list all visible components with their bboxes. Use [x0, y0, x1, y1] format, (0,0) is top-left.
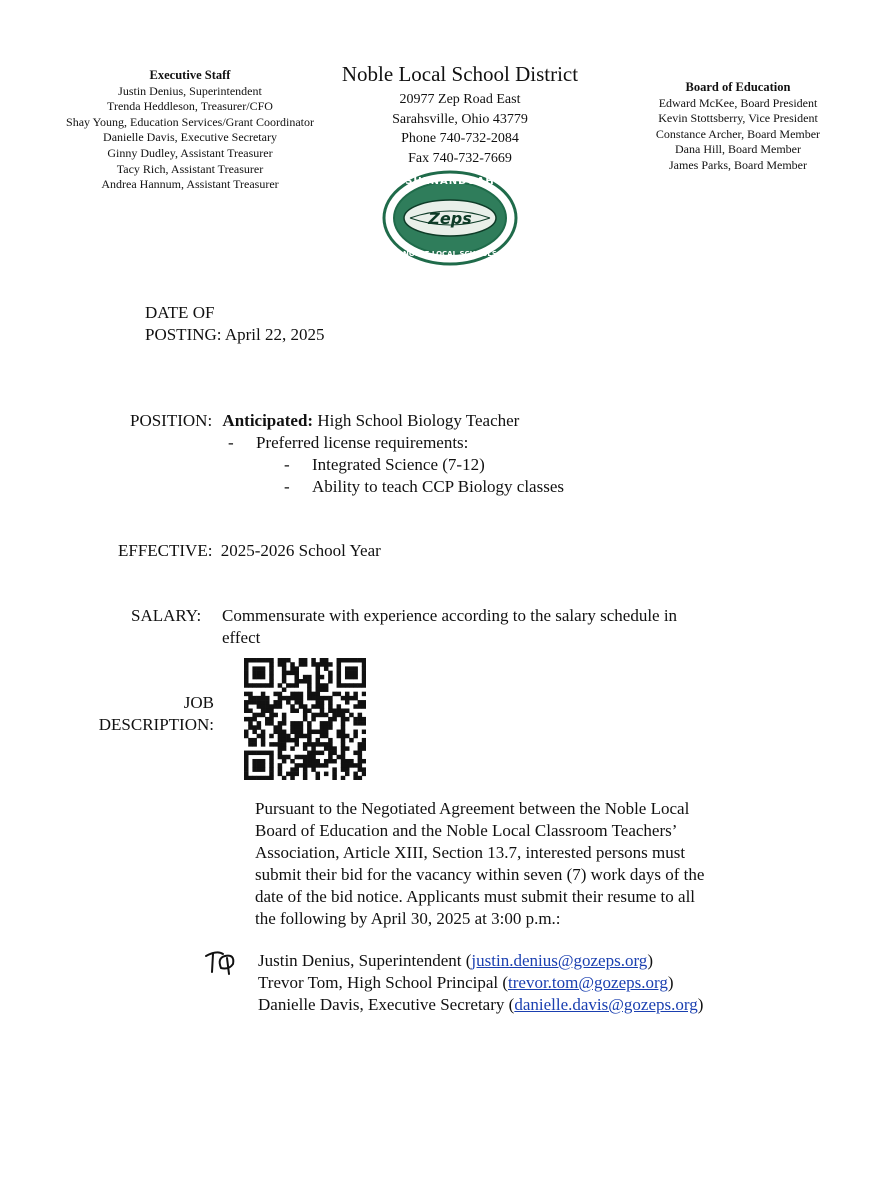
executive-staff-heading: Executive Staff — [149, 68, 231, 82]
contact-row — [258, 950, 858, 972]
logo-bottom-text: NOBLE LOCAL SCHOOLS — [403, 250, 497, 258]
agreement-paragraph — [255, 798, 815, 930]
requirements-heading: Preferred license requirements: — [256, 433, 469, 452]
contact-name: Danielle Davis, Executive Secretary ( — [258, 995, 515, 1014]
district-city: Sarahsville, Ohio 43779 — [392, 111, 528, 127]
handwritten-initials — [203, 948, 243, 976]
contact-email-link[interactable]: justin.denius@gozeps.org — [471, 951, 648, 970]
contact-close: ) — [697, 995, 704, 1014]
staff-member: Danielle Davis, Executive Secretary — [103, 130, 277, 145]
district-header — [310, 62, 610, 168]
posting-label: POSTING: — [145, 325, 222, 344]
agreement-line: Board of Education and the Noble Local Classroom Teachers’ — [255, 821, 678, 840]
bullet-dash: - — [228, 433, 234, 452]
agreement-line: date of the bid notice. Applicants must submit their resume to all — [255, 887, 696, 906]
requirements-heading-row — [228, 432, 468, 454]
salary-label: SALARY: — [131, 606, 202, 625]
job-description-qr-code[interactable] — [244, 658, 366, 780]
board-member: Constance Archer, Board Member — [655, 126, 821, 141]
posting-row — [145, 324, 324, 346]
salary-line: effect — [222, 628, 261, 647]
job-description-label — [60, 692, 214, 736]
staff-member: Tacy Rich, Assistant Treasurer — [116, 161, 264, 176]
district-phone: Phone 740-732-2084 — [401, 131, 519, 146]
posting-date: April 22, 2025 — [224, 325, 325, 344]
agreement-line: the following by April 30, 2025 at 3:00 p.m.: — [255, 909, 561, 928]
board-heading: Board of Education — [685, 80, 791, 94]
staff-member: Andrea Hannum, Assistant Treasurer — [101, 177, 279, 192]
contact-email-link[interactable]: trevor.tom@gozeps.org — [508, 973, 668, 992]
position-qualifier: Anticipated: — [222, 411, 314, 430]
district-name: Noble Local School District — [341, 62, 579, 86]
agreement-line: Pursuant to the Negotiated Agreement between the Noble Local — [255, 799, 690, 818]
position-title: High School Biology Teacher — [317, 411, 520, 430]
effective-row — [118, 540, 381, 562]
contact-name: Justin Denius, Superintendent ( — [258, 951, 472, 970]
board-member: Dana Hill, Board Member — [675, 142, 801, 157]
staff-member: Trenda Heddleson, Treasurer/CFO — [107, 99, 273, 114]
executive-staff-block — [40, 68, 340, 193]
posting-label-line1: DATE OF — [145, 303, 215, 322]
board-member: Kevin Stottsberry, Vice President — [658, 111, 818, 126]
contact-email-link[interactable]: danielle.davis@gozeps.org — [514, 995, 698, 1014]
requirement-text: Ability to teach CCP Biology classes — [312, 477, 564, 496]
contact-close: ) — [647, 951, 653, 970]
staff-member: Shay Young, Education Services/Grant Coordinator — [66, 114, 314, 129]
requirement-text: Integrated Science (7-12) — [312, 455, 485, 474]
board-block — [618, 80, 858, 174]
contact-close: ) — [667, 973, 674, 992]
requirement-item — [284, 454, 485, 476]
bullet-dash: - — [284, 477, 290, 496]
bullet-dash: - — [284, 455, 290, 474]
contact-row — [258, 994, 858, 1016]
district-fax: Fax 740-732-7669 — [408, 150, 512, 166]
salary-value — [222, 605, 842, 649]
agreement-line: submit their bid for the vacancy within seven (7) work days of the — [255, 865, 705, 884]
agreement-line: Association, Article XIII, Section 13.7, interested persons must — [255, 843, 686, 862]
position-label: POSITION: — [130, 411, 213, 430]
district-street: 20977 Zep Road East — [399, 92, 521, 107]
contacts-list — [258, 950, 858, 1016]
staff-member: Ginny Dudley, Assistant Treasurer — [107, 145, 273, 160]
job-label-line: JOB — [183, 693, 214, 712]
logo-center-text: Zeps — [428, 209, 472, 228]
board-member: Edward McKee, Board President — [658, 95, 818, 110]
district-logo — [380, 168, 520, 268]
contact-row — [258, 972, 858, 994]
effective-value: 2025-2026 School Year — [220, 541, 381, 560]
contact-name: Trevor Tom, High School Principal ( — [258, 973, 509, 992]
job-label-line: DESCRIPTION: — [98, 715, 214, 734]
staff-member: Justin Denius, Superintendent — [118, 83, 262, 98]
requirement-item — [284, 476, 564, 498]
board-member: James Parks, Board Member — [669, 157, 807, 172]
position-row — [130, 410, 830, 432]
effective-label: EFFECTIVE: — [118, 541, 213, 560]
logo-top-text: SHENANDOAH — [405, 176, 495, 187]
salary-line: Commensurate with experience according to the salary schedule in — [222, 606, 678, 625]
